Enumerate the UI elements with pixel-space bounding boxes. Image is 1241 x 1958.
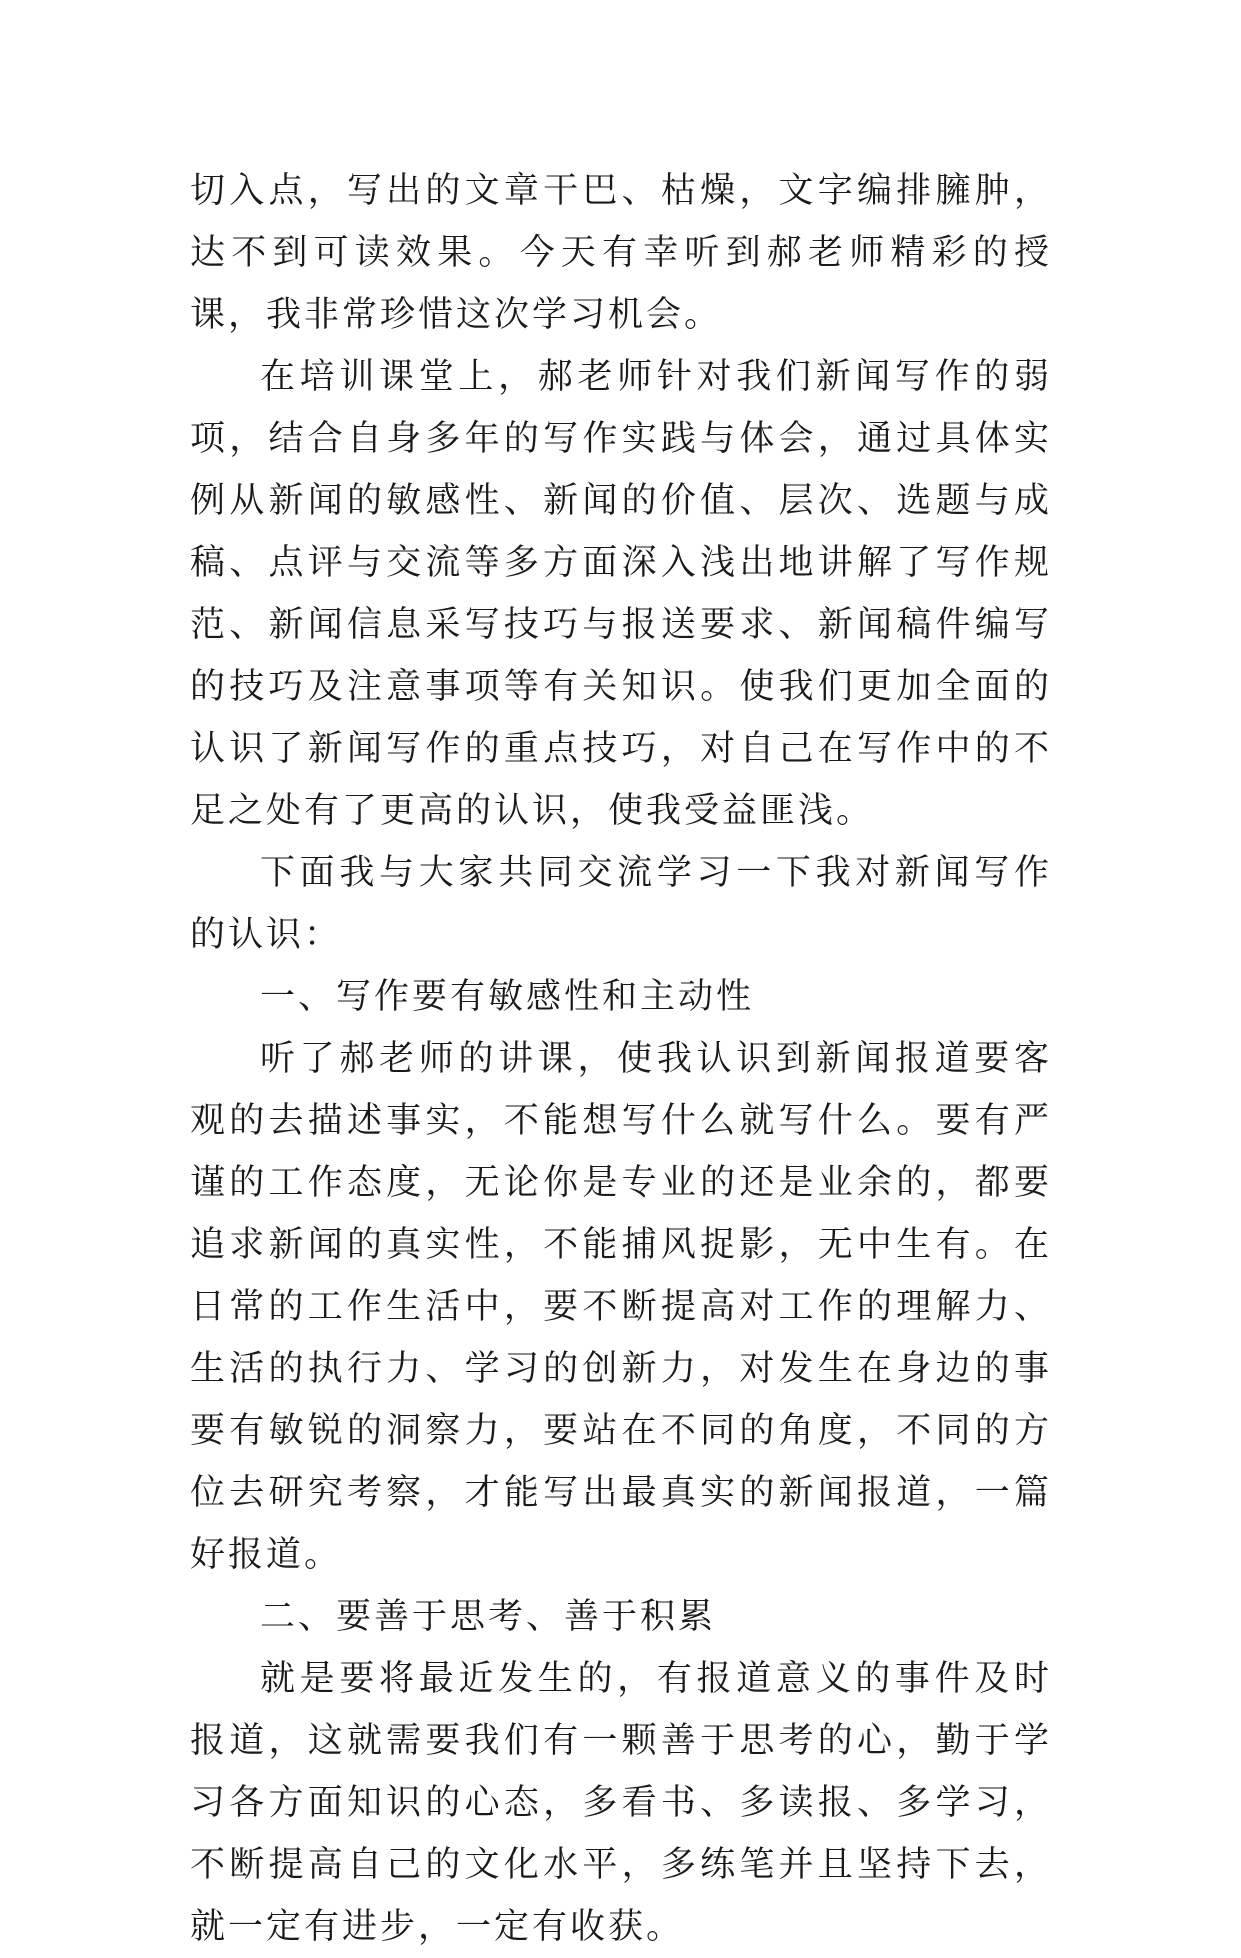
paragraph-continuation: 切入点，写出的文章干巴、枯燥，文字编排臃肿，达不到可读效果。今天有幸听到郝老师精彩的授课，我非常珍惜这次学习机会。 xyxy=(190,171,1052,335)
document-body xyxy=(190,160,1052,1958)
paragraph-intro: 下面我与大家共同交流学习一下我对新闻写作的认识： xyxy=(190,853,1052,955)
paragraph-training: 在培训课堂上，郝老师针对我们新闻写作的弱项，结合自身多年的写作实践与体会，通过具体实例从新闻的敏感性、新闻的价值、层次、选题与成稿、点评与交流等多方面深入浅出地讲解了写作规范、新闻信息采写技巧与报送要求、新闻稿件编写的技巧及注意事项等有关知识。使我们更加全面的认识了新闻写作的重点技巧，对自己在写作中的不足之处有了更高的认识，使我受益匪浅。 xyxy=(190,357,1052,831)
paragraph-section-2: 就是要将最近发生的，有报道意义的事件及时报道，这就需要我们有一颗善于思考的心，勤于学习各方面知识的心态，多看书、多读报、多学习，不断提高自己的文化水平，多练笔并且坚持下去，就一定有进步，一定有收获。 xyxy=(190,1659,1052,1947)
section-heading-2: 二、要善于思考、善于积累 xyxy=(260,1597,717,1637)
section-heading-1: 一、写作要有敏感性和主动性 xyxy=(260,977,755,1017)
paragraph-section-1: 听了郝老师的讲课，使我认识到新闻报道要客观的去描述事实，不能想写什么就写什么。要有严谨的工作态度，无论你是专业的还是业余的，都要追求新闻的真实性，不能捕风捉影，无中生有。在日常的工作生活中，要不断提高对工作的理解力、生活的执行力、学习的创新力，对发生在身边的事要有敏锐的洞察力，要站在不同的角度，不同的方位去研究考察，才能写出最真实的新闻报道，一篇好报道。 xyxy=(190,1039,1052,1575)
